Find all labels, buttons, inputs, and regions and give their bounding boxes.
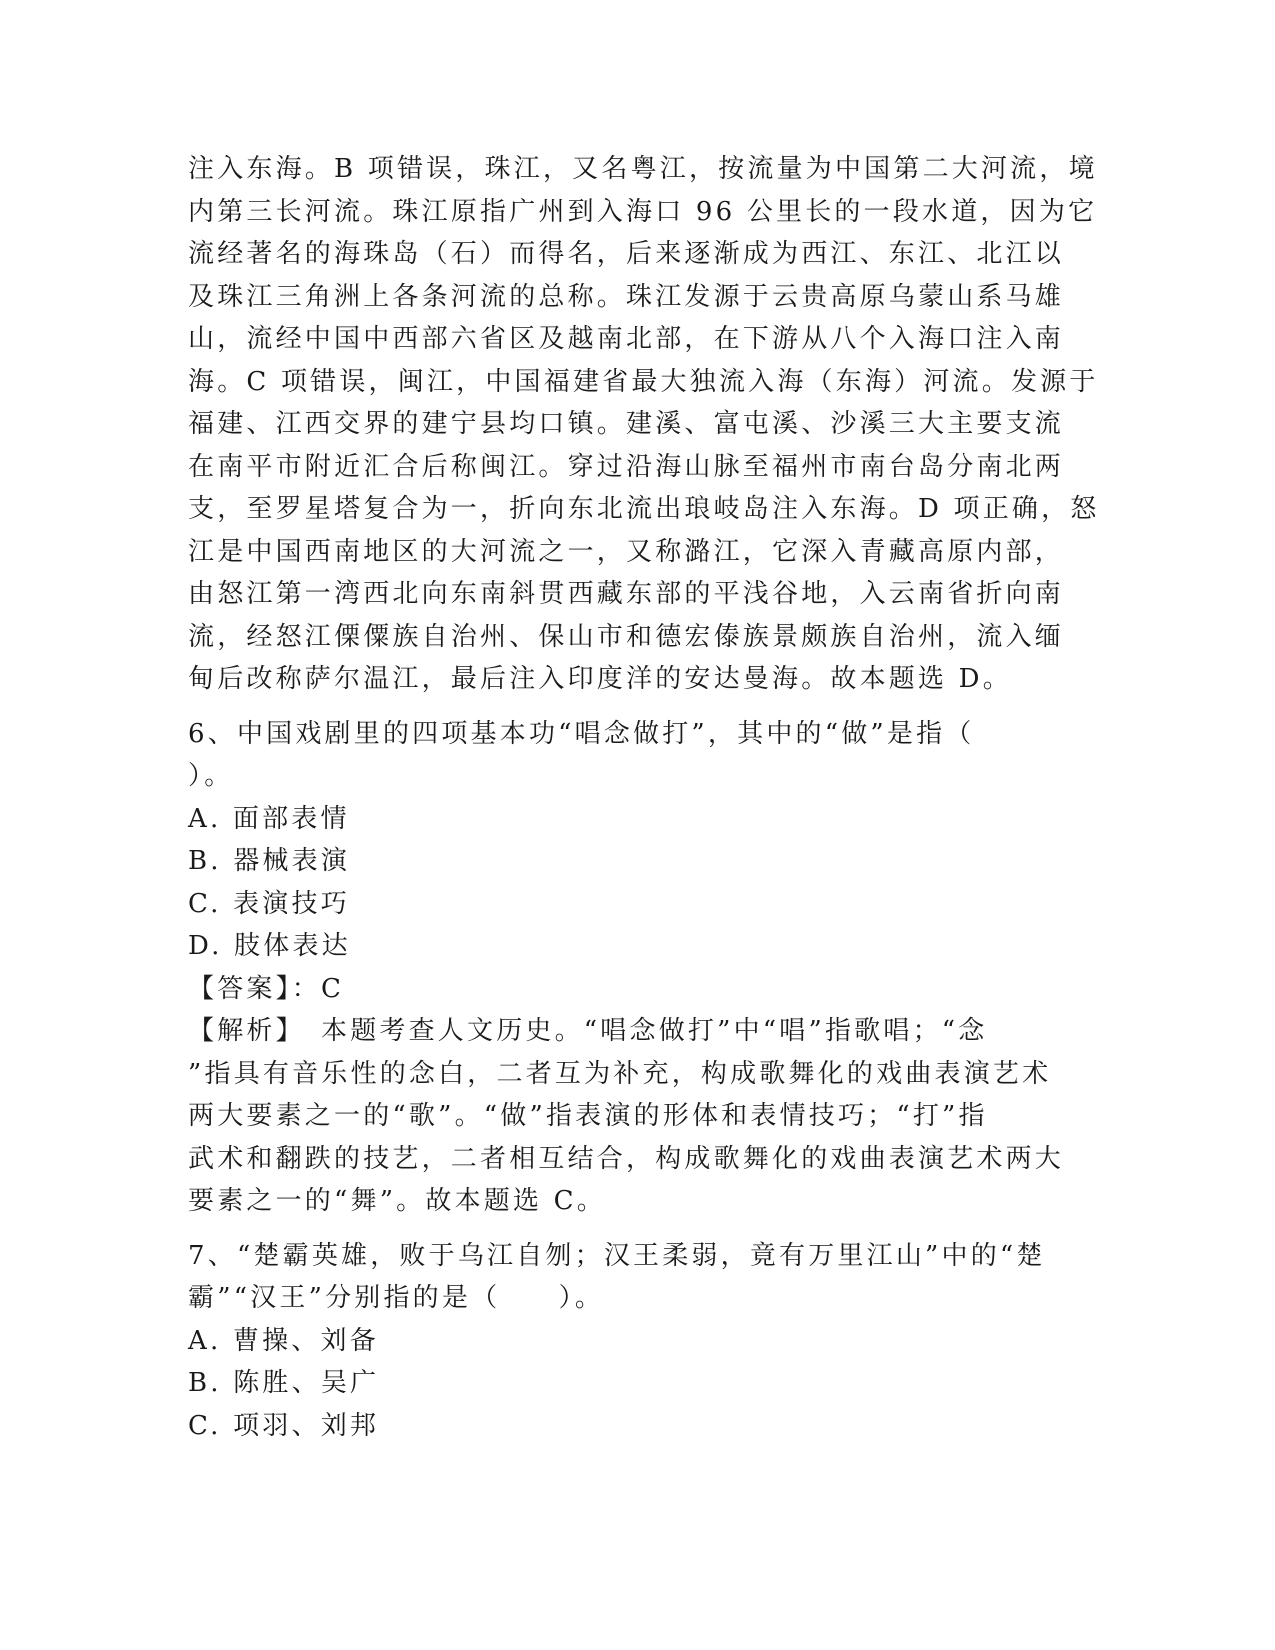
analysis-line: 武术和翻跌的技艺，二者相互结合，构成歌舞化的戏曲表演艺术两大 xyxy=(188,1143,1065,1174)
question-stem: 6、中国戏剧里的四项基本功“唱念做打”，其中的“做”是指（ xyxy=(188,718,975,749)
option-b: B. 陈胜、吴广 xyxy=(188,1368,380,1398)
text-line: 流经著名的海珠岛（石）而得名，后来逐渐成为西江、东江、北江以 xyxy=(188,239,1065,269)
option-a: A. 曹操、刘备 xyxy=(188,1325,379,1356)
text-line: 在南平市附近汇合后称闽江。穿过沿海山脉至福州市南台岛分南北两 xyxy=(188,451,1065,482)
option-a: A. 面部表情 xyxy=(188,803,350,834)
answer: 【答案】：C xyxy=(188,973,345,1004)
text-line: 流，经怒江傈僳族自治州、保山市和德宏傣族景颇族自治州，流入缅 xyxy=(188,621,1065,652)
analysis-line: 两大要素之一的“歌”。“做”指表演的形体和表情技巧；“打”指 xyxy=(188,1101,988,1131)
text-line: 山，流经中国中西部六省区及越南北部，在下游从八个入海口注入南 xyxy=(188,324,1065,354)
text-line: 福建、江西交界的建宁县均口镇。建溪、富屯溪、沙溪三大主要支流 xyxy=(188,409,1065,439)
analysis-line: 【解析】 本题考查人文历史。“唱念做打”中“唱”指歌唱；“念 xyxy=(188,1016,988,1046)
option-d: D. 肢体表达 xyxy=(188,931,351,961)
text-line: 支，至罗星塔复合为一，折向东北流出琅岐岛注入东海。D 项正确，怒 xyxy=(188,494,1100,524)
question-stem: 7、“楚霸英雄，败于乌江自刎；汉王柔弱，竟有万里江山”中的“楚 xyxy=(188,1240,1046,1271)
text-line: 甸后改称萨尔温江，最后注入印度洋的安达曼海。故本题选 D。 xyxy=(188,664,1012,694)
analysis-line: ”指具有音乐性的念白，二者互为补充，构成歌舞化的戏曲表演艺术 xyxy=(188,1058,1052,1089)
text-line: 由怒江第一湾西北向东南斜贯西藏东部的平浅谷地，入云南省折向南 xyxy=(188,579,1065,609)
text-line: 内第三长河流。珠江原指广州到入海口 96 公里长的一段水道，因为它 xyxy=(188,196,1098,227)
text-line: 海。C 项错误，闽江，中国福建省最大独流入海（东海）河流。发源于 xyxy=(188,366,1099,397)
question-6 xyxy=(188,713,1093,1223)
text-line: 注入东海。B 项错误，珠江，又名粤江，按流量为中国第二大河流，境 xyxy=(188,154,1098,184)
question-stem: ）。 xyxy=(188,761,234,791)
option-c: C. 表演技巧 xyxy=(188,888,350,919)
text-line: 及珠江三角洲上各条河流的总称。珠江发源于云贵高原乌蒙山系马雄 xyxy=(188,281,1065,312)
question-stem: 霸”“汉王”分别指的是（ ）。 xyxy=(188,1283,605,1313)
option-b: B. 器械表演 xyxy=(188,846,351,876)
analysis-line: 要素之一的“舞”。故本题选 C。 xyxy=(188,1186,606,1216)
previous-explanation xyxy=(188,148,1100,701)
document-page xyxy=(188,148,1100,1447)
question-7 xyxy=(188,1235,1093,1448)
text-line: 江是中国西南地区的大河流之一，又称潞江，它深入青藏高原内部， xyxy=(188,536,1065,567)
option-c: C. 项羽、刘邦 xyxy=(188,1410,380,1441)
